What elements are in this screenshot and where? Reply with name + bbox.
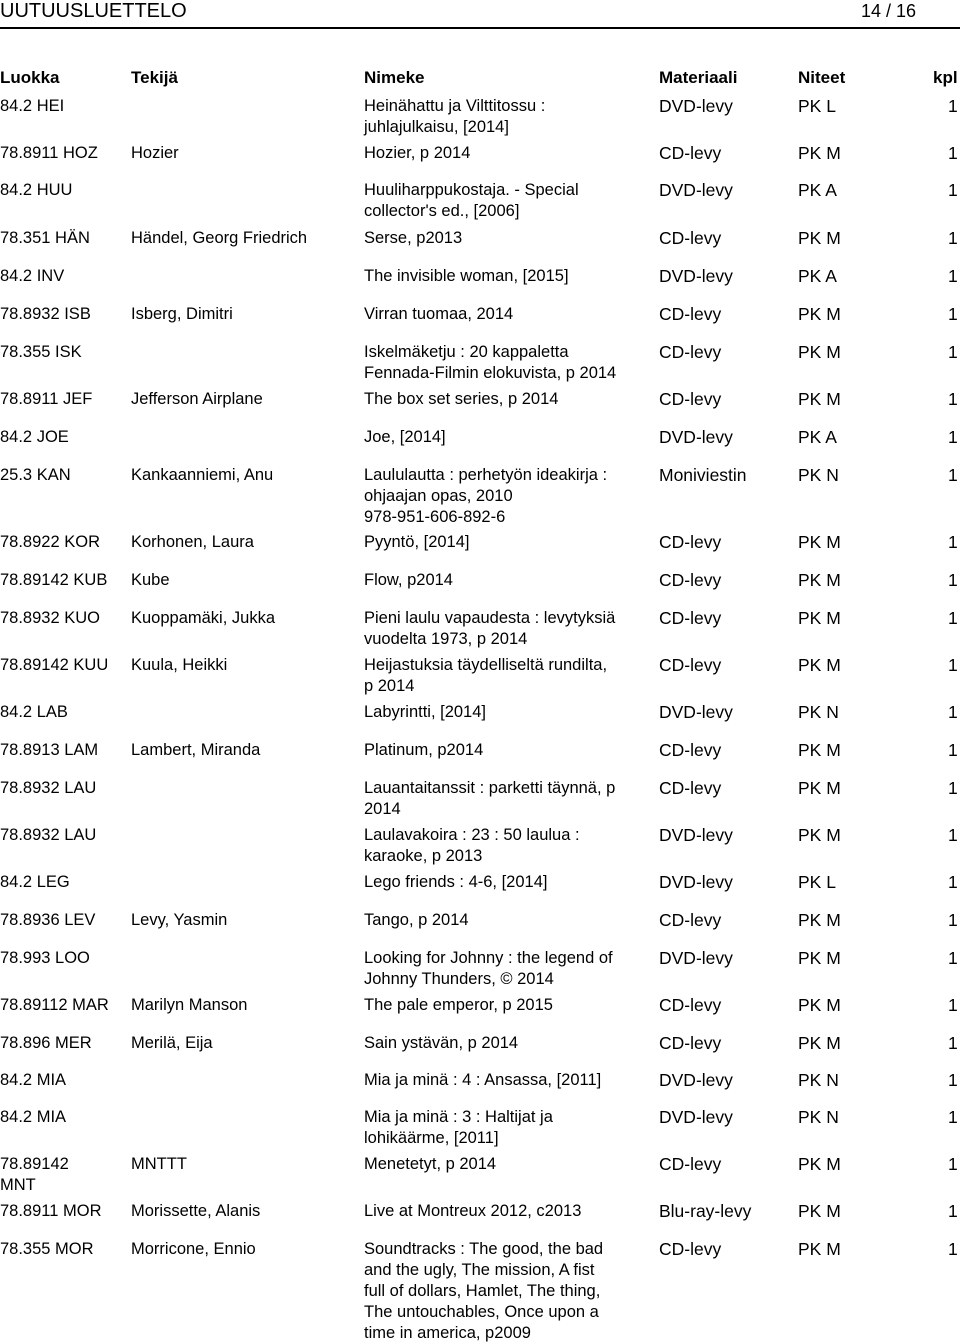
row-nimeke — [364, 1070, 649, 1091]
row-kpl: 1 — [948, 948, 958, 968]
row-nimeke-line: lohikäärme, [2011] — [364, 1129, 499, 1147]
row-kpl: 1 — [948, 1107, 958, 1127]
row-nimeke — [364, 1033, 649, 1054]
row-tekija: Kuoppamäki, Jukka — [131, 609, 275, 627]
row-niteet: PK N — [798, 1070, 839, 1090]
row-nimeke — [364, 389, 649, 410]
row-materiaali: CD-levy — [659, 143, 722, 163]
row-nimeke-line: Iskelmäketju : 20 kappaletta — [364, 343, 569, 361]
row-materiaali: CD-levy — [659, 228, 722, 248]
row-nimeke-line: p 2014 — [364, 677, 415, 695]
row-luokka-line: 78.8936 LEV — [0, 911, 96, 929]
row-tekija: Korhonen, Laura — [131, 533, 254, 551]
row-tekija: Händel, Georg Friedrich — [131, 229, 308, 247]
row-nimeke-line: collector's ed., [2006] — [364, 202, 520, 220]
row-materiaali: DVD-levy — [659, 180, 733, 200]
row-nimeke-line: Laulavakoira : 23 : 50 laulua : — [364, 826, 580, 844]
row-nimeke-line: Fennada-Filmin elokuvista, p 2014 — [364, 364, 617, 382]
row-materiaali: DVD-levy — [659, 1070, 733, 1090]
row-tekija: Kankaanniemi, Anu — [131, 466, 274, 484]
row-nimeke-line: Flow, p2014 — [364, 571, 453, 589]
row-nimeke-line: Live at Montreux 2012, c2013 — [364, 1202, 582, 1220]
row-niteet: PK M — [798, 608, 841, 628]
row-nimeke-line: Heinähattu ja Vilttitossu : — [364, 97, 546, 115]
row-kpl: 1 — [948, 1201, 958, 1221]
row-kpl: 1 — [948, 825, 958, 845]
row-niteet: PK M — [798, 948, 841, 968]
row-luokka — [0, 655, 126, 676]
row-nimeke-line: Johnny Thunders, © 2014 — [364, 970, 554, 988]
row-kpl: 1 — [948, 180, 958, 200]
row-nimeke-line: Lauantaitanssit : parketti täynnä, p — [364, 779, 616, 797]
row-luokka-line: 78.993 LOO — [0, 949, 90, 967]
row-kpl: 1 — [948, 570, 958, 590]
row-kpl: 1 — [948, 608, 958, 628]
row-luokka-line: 78.8932 ISB — [0, 305, 91, 323]
row-luokka — [0, 96, 126, 117]
row-nimeke — [364, 427, 649, 448]
row-nimeke — [364, 740, 649, 761]
row-nimeke-line: Mia ja minä : 3 : Haltijat ja — [364, 1108, 553, 1126]
row-materiaali: DVD-levy — [659, 96, 733, 116]
row-materiaali: DVD-levy — [659, 702, 733, 722]
row-nimeke — [364, 655, 649, 697]
row-nimeke-line: Laululautta : perhetyön ideakirja : — [364, 466, 608, 484]
row-luokka-line: 78.89142 — [0, 1155, 69, 1173]
row-luokka-line: 84.2 LEG — [0, 873, 70, 891]
row-kpl: 1 — [948, 266, 958, 286]
row-kpl: 1 — [948, 143, 958, 163]
row-luokka-line: 78.8932 LAU — [0, 826, 97, 844]
row-kpl: 1 — [948, 427, 958, 447]
row-luokka — [0, 228, 126, 249]
row-materiaali: CD-levy — [659, 995, 722, 1015]
row-nimeke-line: Lego friends : 4-6, [2014] — [364, 873, 548, 891]
row-nimeke — [364, 608, 649, 650]
row-nimeke-line: Labyrintti, [2014] — [364, 703, 486, 721]
row-niteet: PK M — [798, 910, 841, 930]
row-nimeke-line: The untouchables, Once upon a — [364, 1303, 599, 1321]
row-kpl: 1 — [948, 1154, 958, 1174]
row-materiaali: DVD-levy — [659, 266, 733, 286]
row-luokka — [0, 465, 126, 486]
row-kpl: 1 — [948, 872, 958, 892]
row-luokka-line: 78.8922 KOR — [0, 533, 100, 551]
row-niteet: PK M — [798, 1033, 841, 1053]
row-kpl: 1 — [948, 532, 958, 552]
row-niteet: PK M — [798, 1201, 841, 1221]
row-luokka — [0, 427, 126, 448]
row-tekija: Isberg, Dimitri — [131, 305, 233, 323]
row-niteet: PK N — [798, 702, 839, 722]
row-luokka-line: MNT — [0, 1176, 36, 1194]
row-nimeke-line: karaoke, p 2013 — [364, 847, 483, 865]
row-nimeke — [364, 910, 649, 931]
row-nimeke — [364, 1239, 649, 1344]
row-luokka — [0, 995, 126, 1016]
row-luokka — [0, 910, 126, 931]
row-luokka-line: 78.89112 MAR — [0, 996, 109, 1014]
row-niteet: PK L — [798, 872, 836, 892]
row-materiaali: CD-levy — [659, 342, 722, 362]
row-luokka-line: 84.2 JOE — [0, 428, 69, 446]
row-kpl: 1 — [948, 342, 958, 362]
row-luokka-line: 78.8911 JEF — [0, 390, 93, 408]
row-luokka — [0, 608, 126, 629]
row-luokka-line: 84.2 HUU — [0, 181, 73, 199]
row-luokka — [0, 1201, 126, 1222]
row-niteet: PK M — [798, 304, 841, 324]
row-nimeke — [364, 825, 649, 867]
row-nimeke-line: full of dollars, Hamlet, The thing, — [364, 1282, 601, 1300]
row-luokka — [0, 389, 126, 410]
row-nimeke-line: Pyyntö, [2014] — [364, 533, 470, 551]
row-nimeke — [364, 948, 649, 990]
row-niteet: PK M — [798, 389, 841, 409]
row-nimeke — [364, 228, 649, 249]
row-luokka-line: 78.89142 KUU — [0, 656, 109, 674]
row-luokka-line: 78.8913 LAM — [0, 741, 99, 759]
row-nimeke — [364, 995, 649, 1016]
row-luokka — [0, 1107, 126, 1128]
row-tekija: Morricone, Ennio — [131, 1240, 256, 1258]
row-materiaali: DVD-levy — [659, 1107, 733, 1127]
row-nimeke-line: Sain ystävän, p 2014 — [364, 1034, 519, 1052]
row-luokka — [0, 872, 126, 893]
row-kpl: 1 — [948, 995, 958, 1015]
row-tekija: Levy, Yasmin — [131, 911, 228, 929]
row-tekija: Merilä, Eija — [131, 1034, 213, 1052]
row-materiaali: CD-levy — [659, 1239, 722, 1259]
row-kpl: 1 — [948, 96, 958, 116]
row-kpl: 1 — [948, 910, 958, 930]
row-luokka-line: 25.3 KAN — [0, 466, 71, 484]
row-tekija: Kuula, Heikki — [131, 656, 228, 674]
row-luokka — [0, 825, 126, 846]
row-nimeke-line: Virran tuomaa, 2014 — [364, 305, 514, 323]
row-niteet: PK M — [798, 778, 841, 798]
row-nimeke-line: and the ugly, The mission, A fist — [364, 1261, 595, 1279]
row-niteet: PK M — [798, 825, 841, 845]
row-luokka — [0, 1070, 126, 1091]
row-niteet: PK M — [798, 532, 841, 552]
row-nimeke-line: The pale emperor, p 2015 — [364, 996, 553, 1014]
row-kpl: 1 — [948, 1239, 958, 1259]
row-materiaali: DVD-levy — [659, 427, 733, 447]
row-materiaali: DVD-levy — [659, 825, 733, 845]
row-nimeke-line: ohjaajan opas, 2010 — [364, 487, 513, 505]
row-nimeke-line: Looking for Johnny : the legend of — [364, 949, 613, 967]
row-materiaali: CD-levy — [659, 532, 722, 552]
row-luokka-line: 78.355 MOR — [0, 1240, 94, 1258]
row-luokka — [0, 304, 126, 325]
row-niteet: PK N — [798, 465, 839, 485]
row-materiaali: CD-levy — [659, 304, 722, 324]
row-kpl: 1 — [948, 702, 958, 722]
row-materiaali: Moniviestin — [659, 465, 747, 485]
column-header-kpl: kpl — [933, 68, 958, 87]
row-materiaali: CD-levy — [659, 389, 722, 409]
row-materiaali: CD-levy — [659, 740, 722, 760]
row-luokka — [0, 342, 126, 363]
row-tekija: Lambert, Miranda — [131, 741, 261, 759]
row-niteet: PK M — [798, 228, 841, 248]
row-materiaali: CD-levy — [659, 910, 722, 930]
row-nimeke-line: 2014 — [364, 800, 401, 818]
row-nimeke-line: The invisible woman, [2015] — [364, 267, 569, 285]
row-nimeke — [364, 778, 649, 820]
row-luokka-line: 84.2 INV — [0, 267, 65, 285]
row-nimeke-line: Pieni laulu vapaudesta : levytyksiä — [364, 609, 616, 627]
row-tekija: Kube — [131, 571, 170, 589]
row-nimeke — [364, 532, 649, 553]
row-materiaali: CD-levy — [659, 778, 722, 798]
row-nimeke-line: vuodelta 1973, p 2014 — [364, 630, 528, 648]
row-nimeke — [364, 1201, 649, 1222]
row-materiaali: CD-levy — [659, 570, 722, 590]
row-nimeke — [364, 342, 649, 384]
row-luokka-line: 78.8911 MOR — [0, 1202, 102, 1220]
row-nimeke-line: Joe, [2014] — [364, 428, 446, 446]
row-luokka-line: 78.8932 KUO — [0, 609, 100, 627]
row-nimeke — [364, 143, 649, 164]
row-nimeke-line: Huuliharppukostaja. - Special — [364, 181, 579, 199]
row-luokka-line: 78.355 ISK — [0, 343, 82, 361]
row-niteet: PK A — [798, 180, 837, 200]
row-nimeke-line: Menetetyt, p 2014 — [364, 1155, 497, 1173]
row-nimeke — [364, 1107, 649, 1149]
row-materiaali: DVD-levy — [659, 872, 733, 892]
row-nimeke-line: Serse, p2013 — [364, 229, 463, 247]
row-niteet: PK A — [798, 266, 837, 286]
column-header-niteet: Niteet — [798, 68, 846, 87]
row-nimeke-line: The box set series, p 2014 — [364, 390, 559, 408]
row-nimeke-line: Heijastuksia täydelliseltä rundilta, — [364, 656, 608, 674]
row-niteet: PK L — [798, 96, 836, 116]
row-kpl: 1 — [948, 740, 958, 760]
column-header-nimeke: Nimeke — [364, 68, 425, 87]
row-luokka-line: 84.2 MIA — [0, 1071, 67, 1089]
row-kpl: 1 — [948, 304, 958, 324]
row-luokka-line: 78.89142 KUB — [0, 571, 108, 589]
row-kpl: 1 — [948, 228, 958, 248]
page-title: UUTUUSLUETTELO — [0, 0, 187, 22]
row-nimeke — [364, 96, 649, 138]
row-luokka — [0, 778, 126, 799]
row-niteet: PK M — [798, 740, 841, 760]
row-luokka-line: 78.8911 HOZ — [0, 144, 98, 162]
row-tekija: MNTTT — [131, 1155, 187, 1173]
row-niteet: PK M — [798, 570, 841, 590]
row-nimeke — [364, 304, 649, 325]
row-nimeke-line: time in america, p2009 — [364, 1324, 531, 1342]
row-luokka-line: 84.2 LAB — [0, 703, 68, 721]
row-tekija: Jefferson Airplane — [131, 390, 263, 408]
row-nimeke — [364, 180, 649, 222]
row-luokka-line: 78.351 HÄN — [0, 229, 90, 247]
row-nimeke — [364, 570, 649, 591]
row-luokka — [0, 1033, 126, 1054]
row-niteet: PK M — [798, 655, 841, 675]
row-luokka — [0, 570, 126, 591]
row-kpl: 1 — [948, 1070, 958, 1090]
row-luokka — [0, 1239, 126, 1260]
row-kpl: 1 — [948, 655, 958, 675]
row-kpl: 1 — [948, 778, 958, 798]
row-luokka — [0, 180, 126, 201]
row-luokka — [0, 740, 126, 761]
row-niteet: PK M — [798, 342, 841, 362]
row-tekija: Hozier — [131, 144, 179, 162]
row-nimeke-line: Mia ja minä : 4 : Ansassa, [2011] — [364, 1071, 602, 1089]
row-niteet: PK M — [798, 995, 841, 1015]
row-luokka — [0, 143, 126, 164]
row-materiaali: CD-levy — [659, 655, 722, 675]
row-luokka — [0, 948, 126, 969]
row-nimeke — [364, 702, 649, 723]
row-luokka-line: 84.2 MIA — [0, 1108, 67, 1126]
row-materiaali: CD-levy — [659, 1033, 722, 1053]
row-nimeke — [364, 1154, 649, 1175]
page-number: 14 / 16 — [860, 1, 916, 21]
row-luokka-line: 78.8932 LAU — [0, 779, 97, 797]
row-kpl: 1 — [948, 465, 958, 485]
row-luokka-line: 78.896 MER — [0, 1034, 92, 1052]
row-luokka — [0, 702, 126, 723]
row-nimeke-line: Soundtracks : The good, the bad — [364, 1240, 604, 1258]
row-niteet: PK A — [798, 427, 837, 447]
row-luokka-line: 84.2 HEI — [0, 97, 65, 115]
row-materiaali: CD-levy — [659, 608, 722, 628]
row-luokka — [0, 532, 126, 553]
row-nimeke-line: juhlajulkaisu, [2014] — [364, 118, 509, 136]
row-kpl: 1 — [948, 1033, 958, 1053]
row-materiaali: Blu-ray-levy — [659, 1201, 752, 1221]
column-header-luokka: Luokka — [0, 68, 60, 87]
row-nimeke-line: Hozier, p 2014 — [364, 144, 471, 162]
row-luokka — [0, 266, 126, 287]
row-luokka — [0, 1154, 126, 1196]
row-nimeke-line: 978-951-606-892-6 — [364, 508, 506, 526]
row-niteet: PK N — [798, 1107, 839, 1127]
row-nimeke — [364, 266, 649, 287]
row-nimeke-line: Platinum, p2014 — [364, 741, 484, 759]
row-tekija: Marilyn Manson — [131, 996, 248, 1014]
column-header-materiaali: Materiaali — [659, 68, 738, 87]
row-niteet: PK M — [798, 143, 841, 163]
row-materiaali: DVD-levy — [659, 948, 733, 968]
row-tekija: Morissette, Alanis — [131, 1202, 261, 1220]
row-nimeke-line: Tango, p 2014 — [364, 911, 469, 929]
row-nimeke — [364, 465, 649, 528]
row-niteet: PK M — [798, 1154, 841, 1174]
row-materiaali: CD-levy — [659, 1154, 722, 1174]
column-header-tekija: Tekijä — [131, 68, 178, 87]
row-kpl: 1 — [948, 389, 958, 409]
row-niteet: PK M — [798, 1239, 841, 1259]
row-nimeke — [364, 872, 649, 893]
